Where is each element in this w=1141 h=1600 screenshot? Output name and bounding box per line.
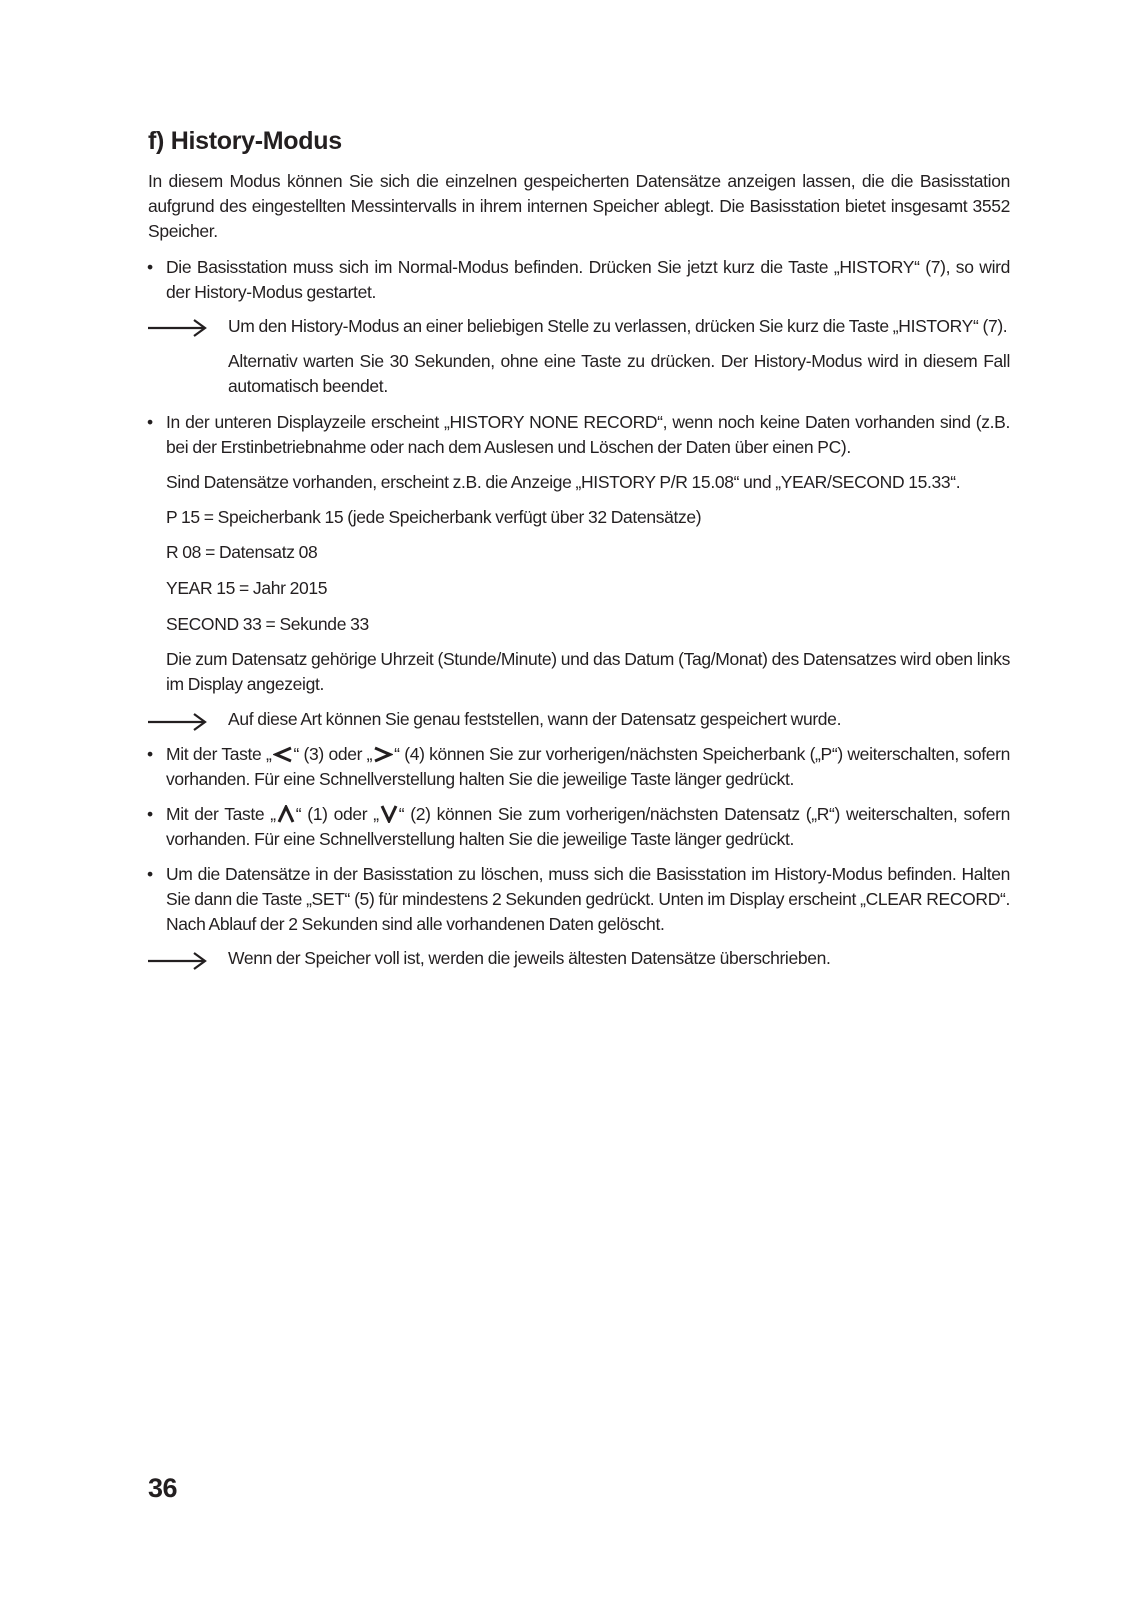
bullet-marker: • — [147, 864, 154, 884]
text-fragment: “ (2) können Sie zum vorherigen/nächsten Datensatz („R“) weiterschalten, sofern vorhanden. Für eine Schnellverstellung halten Sie die jeweilige Taste länger gedrückt. — [166, 804, 1010, 849]
bullet-text-bank-navigation — [166, 742, 1010, 792]
legend-record: R 08 = Datensatz 08 — [166, 542, 318, 562]
display-example: Sind Datensätze vorhanden, erscheint z.B. die Anzeige „HISTORY P/R 15.08“ und „YEAR/SECOND 15.33“. — [166, 472, 961, 492]
note-arrow-icon — [148, 951, 208, 971]
bullet-marker: • — [147, 257, 154, 277]
right-arrow-key-icon — [373, 746, 393, 763]
bullet-marker: • — [147, 412, 154, 432]
text-fragment: Mit der Taste „ — [166, 804, 276, 824]
bullet-marker: • — [147, 804, 154, 824]
text-fragment: “ (1) oder „ — [295, 804, 379, 824]
text-fragment: “ (3) oder „ — [293, 744, 373, 764]
note-arrow-icon — [148, 318, 208, 338]
note-arrow-icon — [148, 712, 208, 732]
bullet-text-start-history: Die Basisstation muss sich im Normal-Modus befinden. Drücken Sie jetzt kurz die Taste „HISTORY“ (7), so wird der History-Modus gestartet. — [166, 257, 1010, 302]
legend-year: YEAR 15 = Jahr 2015 — [166, 578, 328, 598]
intro-paragraph: In diesem Modus können Sie sich die einzelnen gespeicherten Datensätze anzeigen lassen, die die Basisstation aufgrund des eingestellten Messintervalls in ihrem internen Speicher ablegt. Die Basisstation bietet insgesamt 3552 Speicher. — [148, 171, 1010, 241]
up-arrow-key-icon — [277, 805, 295, 823]
section-heading: f) History-Modus — [148, 127, 342, 155]
bullet-text-no-record: In der unteren Displayzeile erscheint „HISTORY NONE RECORD“, wenn noch keine Daten vorhanden sind (z.B. bei der Erstinbetriebnahme oder nach dem Auslesen und Löschen der Daten über einen PC). — [166, 412, 1010, 457]
note-auto-exit: Alternativ warten Sie 30 Sekunden, ohne eine Taste zu drücken. Der History-Modus wird in diesem Fall automatisch beendet. — [228, 351, 1010, 396]
note-exit-history: Um den History-Modus an einer beliebigen Stelle zu verlassen, drücken Sie kurz die Taste „HISTORY“ (7). — [228, 316, 1008, 336]
time-date-info: Die zum Datensatz gehörige Uhrzeit (Stunde/Minute) und das Datum (Tag/Monat) des Datensatzes wird oben links im Display angezeigt. — [166, 649, 1010, 694]
note-memory-full: Wenn der Speicher voll ist, werden die jeweils ältesten Datensätze überschrieben. — [228, 948, 831, 968]
legend-memory-bank: P 15 = Speicherbank 15 (jede Speicherbank verfügt über 32 Datensätze) — [166, 507, 702, 527]
note-determine-time: Auf diese Art können Sie genau feststellen, wann der Datensatz gespeichert wurde. — [228, 709, 842, 729]
bullet-text-clear-records: Um die Datensätze in der Basisstation zu löschen, muss sich die Basisstation im History-Modus befinden. Halten Sie dann die Taste „SET“ (5) für mindestens 2 Sekunden gedrückt. Unten im Display erscheint „CLEAR RECORD“. Nach Ablauf der 2 Sekunden sind alle vorhandenen Daten gelöscht. — [166, 864, 1010, 934]
bullet-text-record-navigation — [166, 802, 1010, 852]
text-fragment: “ (4) können Sie zur vorherigen/nächsten Speicherbank („P“) weiterschalten, sofern vorhanden. Für eine Schnellverstellung halten Sie die jeweilige Taste länger gedrückt. — [166, 744, 1010, 789]
text-fragment: Mit der Taste „ — [166, 744, 272, 764]
legend-second: SECOND 33 = Sekunde 33 — [166, 614, 369, 634]
bullet-marker: • — [147, 744, 154, 764]
down-arrow-key-icon — [380, 805, 398, 823]
left-arrow-key-icon — [273, 746, 293, 763]
page-number: 36 — [148, 1473, 178, 1503]
